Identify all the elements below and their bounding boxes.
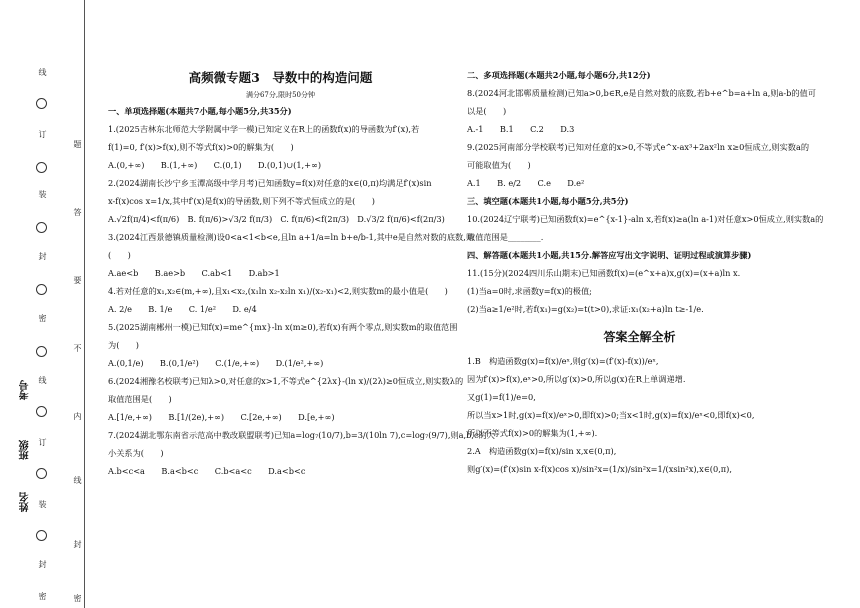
binding-hole xyxy=(36,406,47,417)
text-line: 为( ) xyxy=(108,340,139,350)
text-line: 又g(1)=f(1)/e=0, xyxy=(467,392,536,402)
text-line: 取值范围是________. xyxy=(467,232,544,242)
text-line: 3.(2024江西景德镇质量检测)设0<a<1<b<e,且ln a+1/a=ln b+e/b-1,其中e是自然对数的底数,则 xyxy=(108,232,475,242)
text-line: 所以当x>1时,g(x)=f(x)/eˣ>0,即f(x)>0;当x<1时,g(x)=f(x)/eˣ<0,即f(x)<0, xyxy=(467,410,755,420)
text-line: 1.B 构造函数g(x)=f(x)/eˣ,则g′(x)=(f′(x)-f(x))/eˣ, xyxy=(467,356,659,366)
text-line: A.[1/e,+∞) B.[1/(2e),+∞) C.[2e,+∞) D.[e,+∞) xyxy=(108,412,335,422)
text-line: 取值范围是( ) xyxy=(108,394,172,404)
inner-word: 答 xyxy=(73,208,82,216)
text-line: A. 2/e B. 1/e C. 1/e² D. e/4 xyxy=(108,304,257,314)
text-line: 1.(2025吉林东北师范大学附属中学一模)已知定义在R上的函数f(x)的导函数为f′(x),若 xyxy=(108,124,420,134)
text-line: 7.(2024湖北鄂东南省示范高中教改联盟联考)已知a=log₇(10/7),b=3/(10ln 7),c=log₇(9/7),则a,b,c的大 xyxy=(108,430,495,440)
binding-hole xyxy=(36,162,47,173)
text-line: A.ae<b B.ae>b C.ab<1 D.ab>1 xyxy=(108,268,280,278)
seal-word: 线 xyxy=(38,68,47,76)
text-line: 2.(2024湖南长沙宁乡玉潭高级中学月考)已知函数y=f(x)对任意的x∈(0,π)均满足f′(x)sin xyxy=(108,178,432,188)
text-line: 9.(2025河南部分学校联考)已知对任意的x>0,不等式e^x-ax³+2ax²ln x≥0恒成立,则实数a的 xyxy=(467,142,810,152)
answer-title: 答案全解全析 xyxy=(603,330,676,344)
text-line: (1)当a=0时,求函数y=f(x)的极值; xyxy=(467,286,592,296)
text-line: A.b<c<a B.a<b<c C.b<a<c D.a<b<c xyxy=(108,466,306,476)
text-line: 2.A 构造函数g(x)=f(x)/sin x,x∈(0,π), xyxy=(467,446,617,456)
binding-margin xyxy=(0,0,86,608)
text-line: 以是( ) xyxy=(467,106,507,116)
text-line: 5.(2025湖南郴州一模)已知f(x)=me^{mx}-ln x(m≥0),若f(x)有两个零点,则实数m的取值范围 xyxy=(108,322,458,332)
text-line: 所以不等式f(x)>0的解集为(1,+∞). xyxy=(467,428,598,438)
inner-word: 要 xyxy=(73,276,82,284)
text-line: 6.(2024湘豫名校联考)已知λ>0,对任意的x>1,不等式e^{2λx}-(ln x)/(2λ)≥0恒成立,则实数λ的 xyxy=(108,376,464,386)
text-line: A.1 B. e/2 C.e D.e² xyxy=(467,178,585,188)
inner-word: 封 xyxy=(73,540,82,548)
section-heading: 一、单项选择题(本题共7小题,每小题5分,共35分) xyxy=(108,106,292,116)
section-heading: 四、解答题(本题共1小题,共15分.解答应写出文字说明、证明过程或演算步骤) xyxy=(467,250,752,260)
text-line: A.√2f(π/4)<f(π/6) B. f(π/6)>√3/2 f(π/3) C. f(π/6)<f(2π/3) D.√3/2 f(π/6)<f(2π/3) xyxy=(108,214,445,224)
text-line: 小关系为( ) xyxy=(108,448,164,458)
text-line: A.(0,1/e) B.(0,1/e²) C.(1/e,+∞) D.(1/e²,+∞) xyxy=(108,358,324,368)
text-line: 8.(2024河北邯郸质量检测)已知a>0,b∈R,e是自然对数的底数,若b+e^b=a+ln a,则a-b的值可 xyxy=(467,88,816,98)
seal-word: 线 xyxy=(38,376,47,384)
binding-hole xyxy=(36,346,47,357)
inner-word: 题 xyxy=(73,140,82,148)
text-line: 则g′(x)=(f′(x)sin x-f(x)cos x)/sin²x=(1/x)/sin²x=1/(xsin²x),x∈(0,π), xyxy=(467,464,732,474)
seal-word: 密 xyxy=(38,314,47,322)
binding-hole xyxy=(36,284,47,295)
inner-word: 线 xyxy=(73,476,82,484)
seal-word: 订 xyxy=(38,438,47,446)
inner-word: 不 xyxy=(73,344,82,352)
seal-word: 装 xyxy=(38,500,47,508)
binding-hole xyxy=(36,530,47,541)
text-line: ( ) xyxy=(108,250,131,260)
seal-word: 密 xyxy=(38,592,47,600)
text-line: f(1)=0, f′(x)>f(x),则不等式f(x)>0的解集为( ) xyxy=(108,142,294,152)
answer-section xyxy=(467,352,812,478)
binding-hole xyxy=(36,98,47,109)
section-heading: 二、多项选择题(本题共2小题,每小题6分,共12分) xyxy=(467,70,651,80)
text-line: 10.(2024辽宁联考)已知函数f(x)=e^{x-1}-aln x,若f(x)≥a(ln a-1)对任意x>0恒成立,则实数a的 xyxy=(467,214,824,224)
class-label: 班级 xyxy=(20,440,31,460)
page-subtitle: 满分67分,限时50分钟 xyxy=(245,91,316,99)
seal-word: 装 xyxy=(38,190,47,198)
right-questions xyxy=(467,66,824,318)
binding-line xyxy=(84,0,85,608)
section-heading: 三、填空题(本题共1小题,每小题5分,共5分) xyxy=(467,196,629,206)
right-column xyxy=(467,66,824,478)
text-line: (2)当a≥1/e²时,若f(x₁)=g(x₂)=t(t>0),求证:x₁(x₂+a)ln t≥-1/e. xyxy=(467,304,704,314)
text-line: A.(0,+∞) B.(1,+∞) C.(0,1) D.(0,1)∪(1,+∞) xyxy=(108,160,322,170)
student-id-label: 考号 xyxy=(20,380,31,400)
text-line: 11.(15分)(2024四川乐山期末)已知函数f(x)=(e^x+a)x,g(x)=(x+a)ln x. xyxy=(467,268,741,278)
text-line: x-f(x)cos x=1/x,其中f′(x)是f(x)的导函数,则下列不等式恒成立的是( ) xyxy=(108,196,375,206)
seal-word: 订 xyxy=(38,130,47,138)
text-line: 4.若对任意的x₁,x₂∈(m,+∞),且x₁<x₂,(x₁ln x₂-x₂ln x₁)/(x₂-x₁)<2,则实数m的最小值是( ) xyxy=(108,286,448,296)
text-line: 可能取值为( ) xyxy=(467,160,531,170)
name-label: 姓名 xyxy=(20,492,31,512)
text-line: 因为f′(x)>f(x),eˣ>0,所以g′(x)>0,所以g(x)在R上单调递增. xyxy=(467,374,686,384)
binding-hole xyxy=(36,222,47,233)
seal-word: 封 xyxy=(38,560,47,568)
text-line: A.-1 B.1 C.2 D.3 xyxy=(467,124,575,134)
inner-word: 内 xyxy=(73,412,82,420)
binding-hole xyxy=(36,468,47,479)
seal-word: 封 xyxy=(38,252,47,260)
page-title: 高频微专题3 导数中的构造问题 xyxy=(188,70,373,85)
inner-word: 密 xyxy=(73,594,82,602)
